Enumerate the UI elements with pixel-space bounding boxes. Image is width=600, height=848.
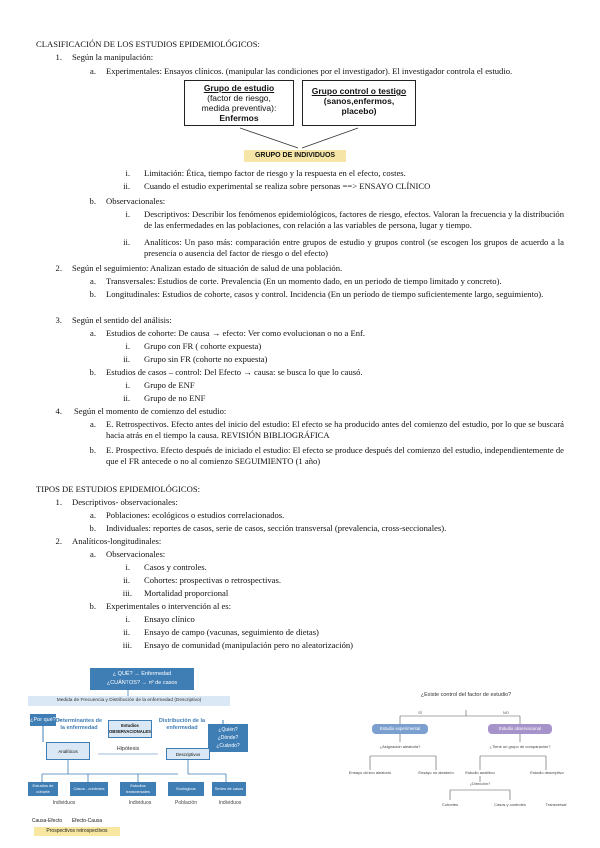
cohort-node: Cohortes bbox=[441, 802, 459, 807]
list-roman: i. bbox=[125, 614, 130, 624]
under-label: Individuos bbox=[52, 800, 76, 806]
frequency-banner: Medida de Frecuencia y Distribución de la enfermedad (Descriptivo) bbox=[28, 696, 230, 706]
rct-node: Ensayo clínico aleatorio bbox=[348, 770, 392, 775]
list-letter: a. bbox=[90, 549, 96, 559]
direction-question: ¿Dirección? bbox=[458, 782, 502, 787]
list-roman: i. bbox=[125, 168, 130, 178]
study-group-line: (factor de riesgo, bbox=[207, 93, 271, 103]
list-letter: b. bbox=[89, 196, 96, 206]
list-item: Ensayo de campo (vacunas, seguimiento de dietas) bbox=[144, 627, 319, 637]
list-roman: ii. bbox=[123, 181, 130, 191]
list-item: E. Prospectivo. Efecto después de iniciado el estudio: El efecto se produce después del comienzo del estudio, independientemente de que el FR antecede o no al comienzo SEGUIMIENTO (1 año) bbox=[106, 445, 564, 466]
quien-box: ¿Quién? ¿Dónde? ¿Cuándo? bbox=[208, 724, 248, 752]
list-roman: i. bbox=[125, 380, 130, 390]
list-item: Mortalidad proporcional bbox=[144, 588, 229, 598]
list-item: Ensayo clínico bbox=[144, 614, 195, 624]
list-item: Estudios de casos – control: Del Efecto → causa: se busca lo que lo causó. bbox=[106, 367, 363, 377]
list-item: Grupo sin FR (cohorte no expuesta) bbox=[144, 354, 268, 364]
under-label: Individuos bbox=[218, 800, 242, 806]
under-label: Población bbox=[175, 800, 197, 806]
list-letter: a. bbox=[90, 510, 96, 520]
analiticos-box: Analíticos bbox=[46, 742, 90, 760]
list-item: Según la manipulación: bbox=[72, 52, 154, 62]
comparison-question: ¿Tiene un grupo de comparación? bbox=[489, 744, 551, 749]
distribucion-label: Distribución de la enfermedad bbox=[158, 718, 206, 731]
ecologicos-box: Ecológicos bbox=[168, 782, 204, 796]
list-item: Según el momento de comienzo del estudio: bbox=[74, 406, 227, 416]
decision-tree-diagram bbox=[348, 690, 580, 830]
list-number: 2. bbox=[55, 263, 62, 273]
experimental-node: Estudio experimental bbox=[372, 724, 428, 734]
list-item: Experimentales o intervención al es: bbox=[106, 601, 232, 611]
casos-controles-box: Casos - controles bbox=[70, 782, 108, 796]
non-random-node: Ensayo no aleatorio bbox=[418, 770, 454, 775]
list-letter: a. bbox=[90, 276, 96, 286]
no-label: NO bbox=[503, 710, 509, 715]
section-title: TIPOS DE ESTUDIOS EPIDEMIOLÓGICOS: bbox=[36, 484, 200, 494]
section-title: CLASIFICACIÓN DE LOS ESTUDIOS EPIDEMIOLÓGICOS: bbox=[36, 39, 260, 49]
list-letter: b. bbox=[89, 367, 96, 377]
list-item: Observacionales: bbox=[106, 549, 166, 559]
descriptivos-box: Descriptivos bbox=[166, 748, 210, 760]
transversales-box: Estudios transversales bbox=[120, 782, 156, 796]
list-item: Limitación: Ética, tiempo factor de riesgo y la respuesta en el efecto, costes. bbox=[144, 168, 406, 178]
list-roman: i. bbox=[125, 209, 130, 219]
list-item: Transversales: Estudios de corte. Prevalencia (En un momento dado, en un periodo de tiempo limitado y concreto). bbox=[106, 276, 502, 286]
control-question: ¿Existe control del factor de estudio? bbox=[420, 692, 512, 698]
list-number: 1. bbox=[55, 497, 62, 507]
list-letter: b. bbox=[89, 523, 96, 533]
list-letter: a. bbox=[90, 419, 96, 429]
list-item: Cohortes: prospectivas o retrospectivas. bbox=[144, 575, 281, 585]
efecto-causa-label: Efecto-Causa bbox=[71, 818, 103, 824]
list-item: Estudios de cohorte: De causa → efecto: Ver como evolucionan o no a Enf. bbox=[106, 328, 366, 338]
control-group-title: Grupo control o testigo bbox=[311, 86, 407, 96]
list-item: Según el sentido del análisis: bbox=[72, 315, 172, 325]
list-roman: iii. bbox=[122, 640, 132, 650]
list-item: Grupo de no ENF bbox=[144, 393, 206, 403]
list-item: Grupo de ENF bbox=[144, 380, 195, 390]
yes-label: SÍ bbox=[418, 710, 422, 715]
list-roman: ii. bbox=[123, 627, 130, 637]
transversal-node: Transversal bbox=[545, 802, 567, 807]
observational-node: Estudio observacional bbox=[488, 724, 552, 734]
list-roman: iii. bbox=[122, 588, 132, 598]
random-question: ¿Asignación aleatoria? bbox=[379, 744, 421, 749]
list-item: Longitudinales: Estudios de cohorte, casos y control. Incidencia (En un período de tiempo suficientemente largo, seguimiento). bbox=[106, 289, 544, 299]
list-item: Descriptivos: Describir los fenómenos epidemiológicos, factores de riesgo, efectos. Valoran la frecuencia y la distribución de las enfermedades en las poblaciones, con relación a las variables de persona, lugar y tiempo. bbox=[144, 209, 564, 230]
determinantes-label: Determinantes de la enfermedad bbox=[55, 718, 103, 731]
experimental-diagram bbox=[180, 78, 420, 164]
case-control-node: Casos y controles bbox=[494, 802, 526, 807]
list-item: Analíticos: Un paso más: comparación entre grupos de estudio y grupos control (se escogen los grupos de acuerdo a la presencia o ausencia del factor de riesgo o del efecto) bbox=[144, 237, 564, 258]
list-letter: b. bbox=[89, 445, 96, 455]
list-roman: i. bbox=[125, 341, 130, 351]
study-group-line: medida preventiva): bbox=[201, 103, 277, 113]
series-casos-box: Series de casos bbox=[212, 782, 246, 796]
list-letter: b. bbox=[89, 601, 96, 611]
list-item: Experimentales: Ensayos clínicos. (manipular las condiciones por el investigador). El investigador controla el estudio. bbox=[106, 66, 513, 76]
list-item: Ensayo de comunidad (manipulación pero no aleatorización) bbox=[144, 640, 354, 650]
list-item: Según el seguimiento: Analizan estado de situación de salud de una población. bbox=[72, 263, 343, 273]
list-roman: ii. bbox=[123, 575, 130, 585]
observacionales-box: Estudios OBSERVACIONALES bbox=[108, 720, 152, 738]
individuals-box: GRUPO DE INDIVIDUOS bbox=[244, 150, 346, 162]
list-roman: ii. bbox=[123, 354, 130, 364]
list-roman: ii. bbox=[123, 393, 130, 403]
list-number: 3. bbox=[55, 315, 62, 325]
list-number: 2. bbox=[55, 536, 62, 546]
list-item: Grupo con FR ( cohorte expuesta) bbox=[144, 341, 262, 351]
control-group-line: (sanos,enfermos, bbox=[323, 96, 395, 106]
study-group-title: Grupo de estudio bbox=[203, 83, 275, 93]
list-letter: a. bbox=[90, 328, 96, 338]
list-item: Observacionales: bbox=[106, 196, 166, 206]
list-roman: i. bbox=[125, 562, 130, 572]
analytic-node: Estudio analítico bbox=[465, 770, 495, 775]
study-types-diagram bbox=[28, 662, 248, 842]
cohorte-box: Estudios de cohorte bbox=[28, 782, 58, 796]
list-item: E. Retrospectivos. Efecto antes del inicio del estudio: El efecto se ha producido antes del comienzo del estudio, por lo que se buscará hacia atrás en el tiempo la causa. REVISIÓN BIBLIOGRÁFICA bbox=[106, 419, 564, 440]
causa-efecto-label: Causa-Efecto bbox=[31, 818, 63, 824]
list-letter: b. bbox=[89, 289, 96, 299]
list-number: 4. bbox=[55, 406, 62, 416]
list-item: Cuando el estudio experimental se realiza sobre personas ==> ENSAYO CLÍNICO bbox=[144, 181, 431, 191]
que-label: ¿ QUÉ? → Enfermedad bbox=[112, 671, 172, 677]
hipotesis-label: Hipótesis bbox=[116, 746, 140, 752]
list-number: 1. bbox=[55, 52, 62, 62]
list-letter: a. bbox=[90, 66, 96, 76]
list-item: Individuales: reportes de casos, serie de casos, sección transversal (prevalencia, cross-seccionales). bbox=[106, 523, 447, 533]
list-item: Analíticos-longitudinales: bbox=[72, 536, 162, 546]
list-item: Descriptivos- observacionales: bbox=[72, 497, 178, 507]
list-item: Poblaciones: ecológicos o estudios correlacionados. bbox=[106, 510, 285, 520]
control-group-line: placebo) bbox=[341, 106, 377, 116]
prospectivos-highlight: Prospectivos retrospectivos bbox=[34, 827, 120, 836]
list-item: Casos y controles. bbox=[144, 562, 207, 572]
descriptive-node: Estudio descriptivo bbox=[530, 770, 564, 775]
por-que-box: ¿Por qué? bbox=[30, 714, 56, 726]
decision-tree-lines bbox=[360, 690, 580, 830]
cuantos-label: ¿CUÁNTOS? → nº de casos bbox=[106, 680, 178, 686]
study-group-line: Enfermos bbox=[219, 113, 259, 123]
under-label: Individuos bbox=[128, 800, 152, 806]
list-roman: ii. bbox=[123, 237, 130, 247]
